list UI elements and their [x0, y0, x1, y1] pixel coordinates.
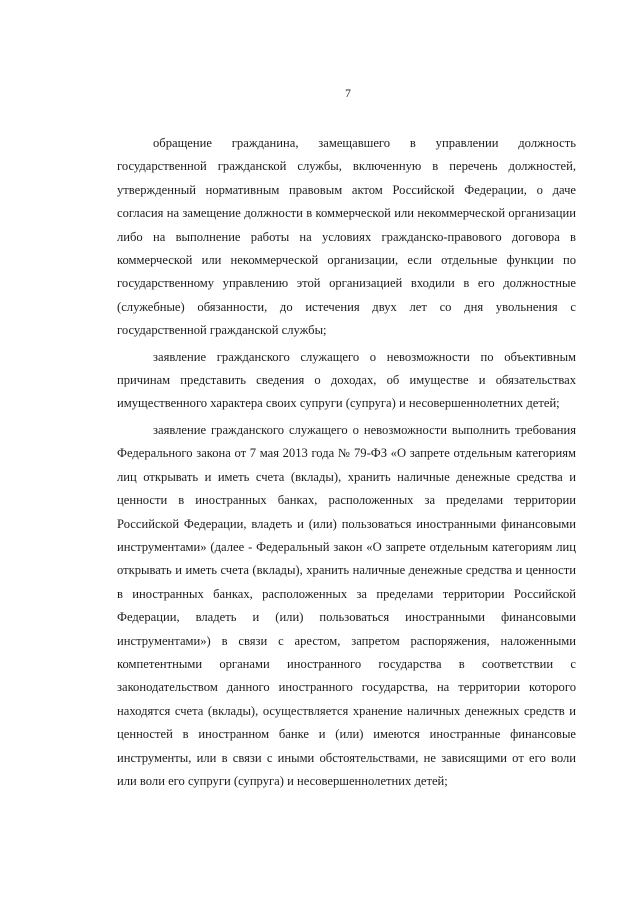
paragraph-foreign-accounts-statement: заявление гражданского служащего о невозможности выполнить требования Федерального закона от 7 мая 2013 года № 79-ФЗ «О запрете отдельным категориям лиц открывать и иметь счета (вклады), хранить наличные денежные средства и ценности в иностранных банках, расположенных за пределами территории Российской Федерации, владеть и (или) пользоваться иностранными финансовыми инструментами» (далее - Федеральный закон «О запрете отдельным категориям лиц открывать и иметь счета (вклады), хранить наличные денежные средства и ценности в иностранных банках, расположенных за пределами территории Российской Федерации, владеть и (или) пользоваться иностранными финансовыми инструментами») в связи с арестом, запретом распоряжения, наложенными компетентными органами иностранного государства в соответствии с законодательством данного иностранного государства, на территории которого находятся счета (вклады), осуществляется хранение наличных денежных средств и ценностей в иностранном банке и (или) имеются иностранные финансовые инструменты, или в связи с иными обстоятельствами, не зависящими от его воли или воли его супруги (супруга) и несовершеннолетних детей; — [117, 422, 576, 788]
page-number: 7 — [345, 88, 351, 100]
paragraph-income-statement: заявление гражданского служащего о невозможности по объективным причинам представить сведения о доходах, об имуществе и обязательствах имущественного характера своих супруги (супруга) и несовершеннолетних детей; — [117, 349, 576, 411]
document-body — [117, 132, 576, 793]
paragraph-citizen-appeal: обращение гражданина, замещавшего в управлении должность государственной гражданской службы, включенную в перечень должностей, утвержденный нормативным правовым актом Российской Федерации, о даче согласия на замещение должности в коммерческой или некоммерческой организации либо на выполнение работы на условиях гражданско-правового договора в коммерческой или некоммерческой организации, если отдельные функции по государственному управлению этой организацией входили в его должностные (служебные) обязанности, до истечения двух лет со дня увольнения с государственной гражданской службы; — [117, 136, 576, 338]
